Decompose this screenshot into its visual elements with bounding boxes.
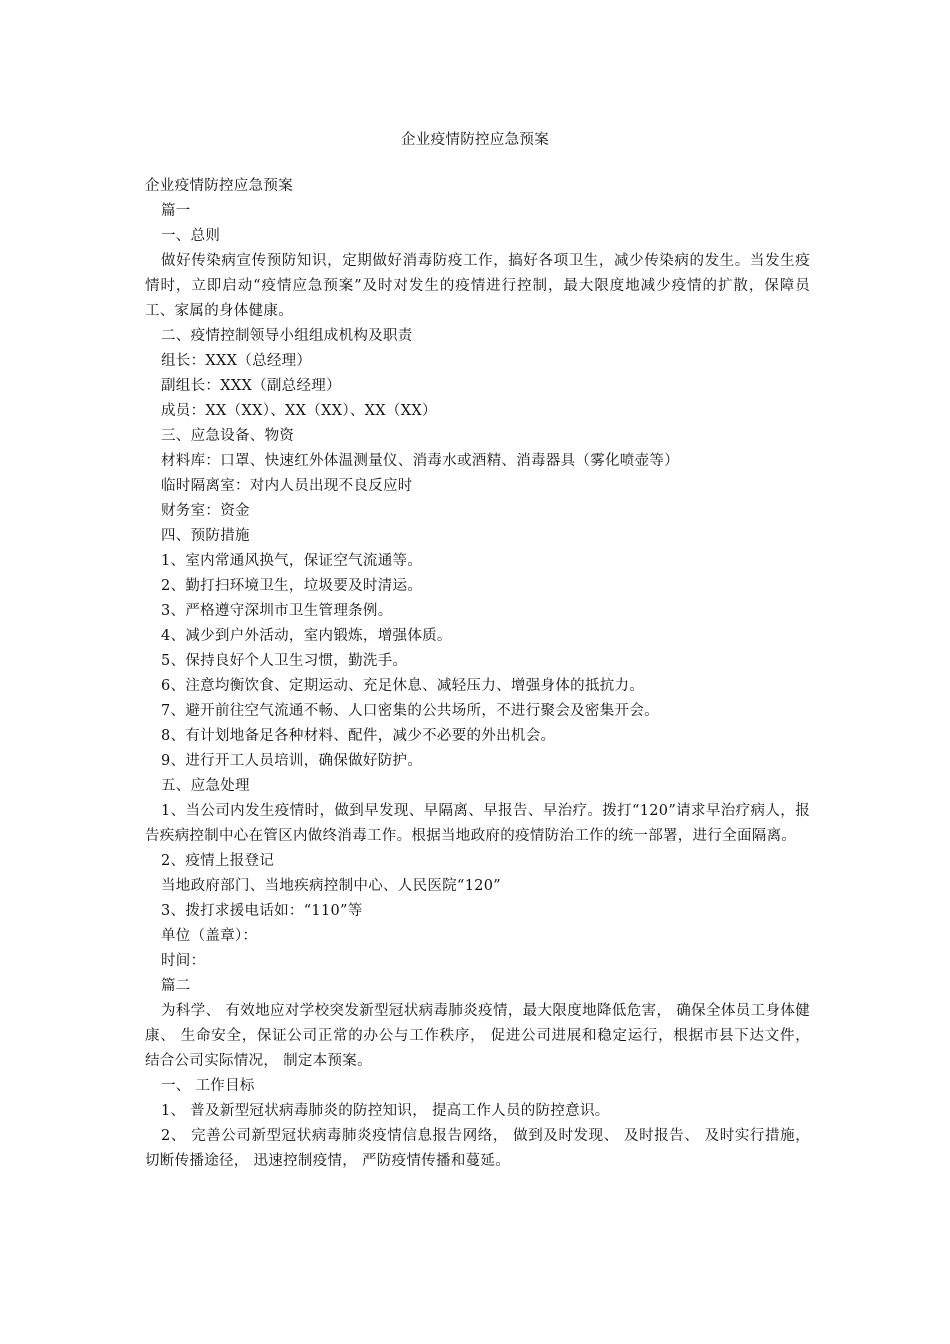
finance-room-line: 财务室：资金 (161, 503, 250, 519)
isolation-room-line: 临时隔离室：对内人员出现不良反应时 (161, 478, 413, 494)
section-leadership-heading: 二、疫情控制领导小组组成机构及职责 (161, 328, 413, 344)
vice-leader-line: 副组长：XXX（副总经理） (161, 378, 341, 394)
part2-intro-paragraph: 为科学、 有效地应对学校突发新型冠状病毒肺炎疫情，最大限度地降低危害， 确保全体员工身体健康、 生命安全，保证公司正常的办公与工作秩序， 促进公司进展和稳定运行，根据市县下达文件， 结合公司实际情况， 制定本预案。 (145, 1003, 810, 1069)
measure-item: 1、室内常通风换气，保证空气流通等。 (161, 553, 423, 569)
measure-item: 8、有计划地备足各种材料、配件，减少不必要的外出机会。 (161, 728, 556, 744)
measure-item: 3、严格遵守深圳市卫生管理条例。 (161, 603, 393, 619)
report-heading: 2、疫情上报登记 (161, 853, 275, 869)
section-general-paragraph: 做好传染病宣传预防知识，定期做好消毒防疫工作，搞好各项卫生，减少传染病的发生。当发生疫情时，立即启动“疫情应急预案”及时对发生的疫情进行控制，最大限度地减少疫情的扩散，保障员工、家属的身体健康。 (145, 253, 810, 319)
emergency-paragraph: 1、当公司内发生疫情时，做到早发现、早隔离、早报告、早治疗。拨打“120”请求早治疗病人，报告疾病控制中心在管区内做终消毒工作。根据当地政府的疫情防治工作的统一部署，进行全面隔离。 (145, 803, 810, 844)
rescue-call-line: 3、拨打求援电话如：“110”等 (161, 903, 363, 919)
time-line: 时间： (161, 953, 206, 969)
work-goal-heading: 一、 工作目标 (161, 1078, 255, 1094)
unit-seal-line: 单位（盖章）： (161, 928, 258, 944)
measure-item: 2、勤打扫环境卫生，垃圾要及时清运。 (161, 578, 423, 594)
measure-item: 7、避开前往空气流通不畅、人口密集的公共场所，不进行聚会及密集开会。 (161, 703, 659, 719)
measure-item: 4、减少到户外活动，室内锻炼，增强体质。 (161, 628, 452, 644)
goal-item-2: 2、 完善公司新型冠状病毒肺炎疫情信息报告网络， 做到及时发现、 及时报告、 及时实行措施， 切断传播途径， 迅速控制疫情， 严防疫情传播和蔓延。 (145, 1128, 810, 1169)
measure-item: 9、进行开工人员培训，确保做好防护。 (161, 753, 423, 769)
section-prevention-heading: 四、预防措施 (161, 528, 250, 544)
leader-line: 组长：XXX（总经理） (161, 353, 312, 369)
document-subtitle: 企业疫情防控应急预案 (145, 178, 293, 194)
members-line: 成员：XX（XX）、XX（XX）、XX（XX） (161, 403, 437, 419)
measure-item: 5、保持良好个人卫生习惯，勤洗手。 (161, 653, 408, 669)
materials-store-line: 材料库：口罩、快速红外体温测量仪、消毒水或酒精、消毒器具（雾化喷壶等） (161, 453, 679, 469)
section-emergency-heading: 五、应急处理 (161, 778, 250, 794)
measure-item: 6、注意均衡饮食、定期运动、充足休息、减轻压力、增强身体的抵抗力。 (161, 678, 645, 694)
part2-heading: 篇二 (161, 978, 191, 994)
report-contacts-line: 当地政府部门、当地疾病控制中心、人民医院“120” (161, 878, 501, 894)
section-general-heading: 一、总则 (161, 228, 221, 244)
document-title: 企业疫情防控应急预案 (401, 132, 549, 148)
goal-item-1: 1、 普及新型冠状病毒肺炎的防控知识， 提高工作人员的防控意识。 (161, 1103, 610, 1119)
document-body (145, 174, 810, 1174)
section-equipment-heading: 三、应急设备、物资 (161, 428, 295, 444)
part1-heading: 篇一 (161, 203, 191, 219)
